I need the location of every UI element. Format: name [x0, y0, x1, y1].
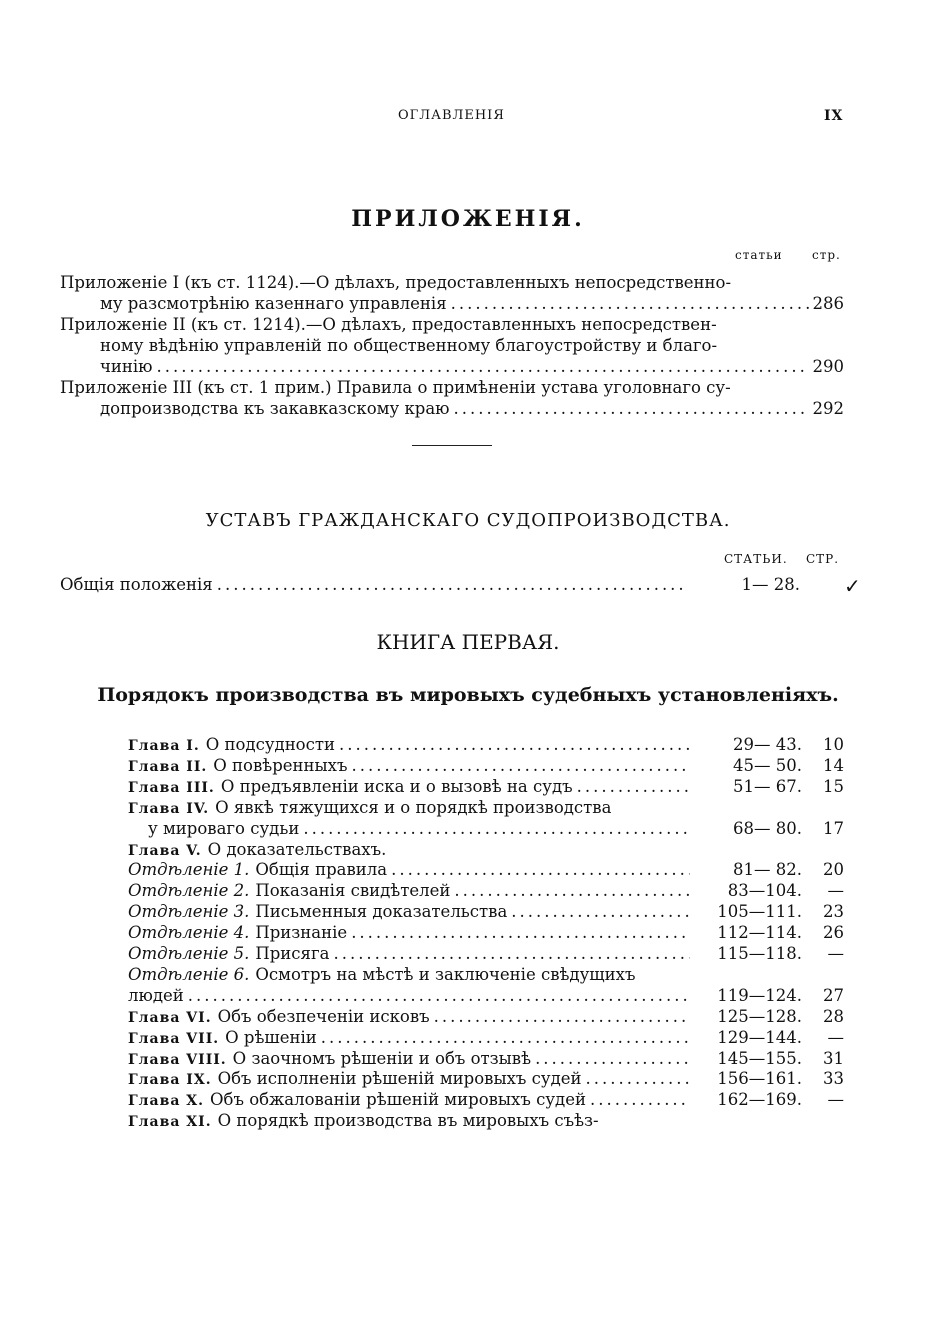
book-subtitle: Порядокъ производства въ мировыхъ судебныхъ установленіяхъ.	[97, 684, 839, 706]
toc-row-label: Отдѣленіе 2.	[128, 881, 250, 901]
toc-row-label: Глава IV.	[128, 800, 210, 817]
toc-row-text: у мироваго судьи	[148, 818, 300, 838]
toc-row	[128, 1110, 844, 1131]
toc-row-label: Глава V.	[128, 842, 202, 859]
toc-row-articles: 45— 50.	[733, 755, 802, 775]
toc-row	[128, 1089, 844, 1110]
general-provisions-row: Общія положенія ..... 1— 28.	[60, 574, 800, 595]
toc-row-articles: 105—111.	[717, 902, 802, 922]
toc-row-articles: 156—161.	[717, 1069, 802, 1089]
appendix-2-line2: ному вѣдѣнію управленій по общественному благоустройству и благо-	[100, 336, 718, 355]
statute-heading: УСТАВЪ ГРАЖДАНСКАГО СУДОПРОИЗВОДСТВА.	[205, 510, 731, 531]
appendix-3-line1: Приложеніе III (къ ст. 1 прим.) Правила о примѣненіи устава уголовнаго су-	[60, 378, 731, 397]
toc-row-label: Отдѣленіе 5.	[128, 944, 250, 963]
leader-dots	[535, 1048, 690, 1069]
toc-row-page: 26	[823, 923, 844, 943]
toc-row-label: Глава VII.	[128, 1030, 220, 1047]
toc-row-text: Присяга	[255, 944, 330, 963]
appendix-1-line2: му разсмотрѣнію казеннаго управленія ..... 286	[100, 293, 844, 315]
toc-row-articles: 145—155.	[717, 1048, 802, 1068]
toc-row-page: 27	[823, 985, 844, 1005]
toc-row-articles: 119—124.	[717, 985, 802, 1005]
checkmark-icon: ✓	[844, 574, 861, 598]
toc-row	[128, 859, 844, 880]
leader-dots	[511, 901, 690, 922]
toc-row	[128, 1048, 844, 1069]
toc-row	[128, 964, 844, 985]
leader-dots	[321, 1027, 690, 1048]
leader-dots	[303, 818, 690, 839]
toc-row-articles: 125—128.	[717, 1006, 802, 1026]
toc-row	[128, 839, 844, 860]
appendix-2-line3: чинію ..... 290	[100, 356, 844, 378]
toc-row-text: О явкѣ тяжущихся и о порядкѣ производства	[215, 797, 612, 817]
appendix-1-page: 286	[812, 294, 844, 313]
toc-row	[128, 1068, 844, 1089]
toc-row-page: 20	[823, 860, 844, 880]
toc-row	[128, 1006, 844, 1027]
toc-row-page: 17	[823, 818, 844, 838]
toc-row-articles: 51— 67.	[733, 776, 802, 796]
toc-row-text: Объ обжалованіи рѣшеній мировыхъ судей	[210, 1090, 586, 1110]
toc-row	[128, 985, 844, 1006]
leader-dots	[577, 776, 690, 797]
leader-dots	[391, 859, 690, 880]
toc-row-text: О подсудности	[205, 735, 335, 754]
toc-row	[128, 880, 844, 901]
leader-dots	[434, 1006, 690, 1027]
toc-row-label: Глава IX.	[128, 1072, 212, 1089]
toc-row-page: —	[827, 944, 844, 963]
statute-col-articles: СТАТЬИ.	[724, 552, 788, 566]
toc-row-text: Письменныя доказательства	[255, 902, 508, 922]
leader-dots	[339, 734, 690, 755]
toc-row	[128, 797, 844, 818]
toc-row-label: Отдѣленіе 1.	[128, 860, 250, 880]
toc-row-articles: 129—144.	[717, 1027, 802, 1047]
toc-row	[128, 734, 844, 755]
toc-row-text: О повѣренныхъ	[213, 755, 348, 775]
toc-row-articles: 81— 82.	[733, 860, 802, 880]
leader-dots	[590, 1089, 690, 1110]
leader-dots	[586, 1068, 690, 1089]
toc-row-articles: 112—114.	[717, 923, 802, 943]
appendix-3-page: 292	[812, 399, 844, 418]
toc-row-text: О доказательствахъ.	[207, 839, 387, 859]
leader-dots	[351, 922, 690, 943]
leader-dots	[188, 985, 690, 1006]
toc-row-page: 15	[823, 776, 844, 796]
toc-row-label: Глава VI.	[128, 1009, 212, 1026]
toc-row-page: 10	[823, 735, 844, 754]
toc-row-articles: 115—118.	[717, 944, 802, 963]
toc-row-text: О рѣшеніи	[225, 1027, 317, 1047]
toc-row-text: Объ исполненіи рѣшеній мировыхъ судей	[217, 1069, 582, 1089]
leader-dots	[451, 293, 809, 315]
toc-row-label: Глава III.	[128, 779, 215, 796]
running-header-title: ОГЛАВЛЕНІЯ	[398, 108, 505, 123]
appendices-heading: ПРИЛОЖЕНІЯ.	[351, 206, 585, 232]
leader-dots	[157, 356, 809, 378]
leader-dots	[454, 880, 690, 901]
toc-row-label: Глава X.	[128, 1093, 205, 1110]
toc-row-page: —	[827, 881, 844, 901]
leader-dots	[333, 943, 690, 964]
toc-row-label: Отдѣленіе 4.	[128, 923, 250, 943]
toc-row-page: 28	[823, 1006, 844, 1026]
toc-row-text: Признаніе	[255, 923, 348, 943]
toc-row-page: 23	[823, 902, 844, 922]
leader-dots	[454, 398, 809, 420]
appendices-col-articles: статьи	[735, 248, 783, 262]
appendix-3-line2: допроизводства къ закавказскому краю ..... 292	[100, 398, 844, 420]
toc-row-text: Показанія свидѣтелей	[255, 881, 451, 901]
toc-row-articles: 29— 43.	[733, 735, 802, 754]
toc-row	[128, 901, 844, 922]
toc-row-page: —	[827, 1090, 844, 1110]
toc-row	[128, 943, 844, 964]
toc-row-page: 14	[823, 755, 844, 775]
toc-row	[148, 818, 844, 839]
toc-row-label: Глава VIII.	[128, 1051, 227, 1068]
toc-row-page: 31	[823, 1048, 844, 1068]
statute-col-pages: СТР.	[806, 552, 840, 566]
toc-row-text: Объ обезпеченіи исковъ	[217, 1006, 430, 1026]
leader-dots	[217, 574, 688, 595]
appendix-2-page: 290	[812, 357, 844, 376]
toc-row	[128, 1027, 844, 1048]
section-divider	[412, 445, 492, 446]
leader-dots	[351, 755, 690, 776]
appendix-2-line1: Приложеніе II (къ ст. 1214).—О дѣлахъ, предоставленныхъ непосредствен-	[60, 315, 717, 334]
book-heading: КНИГА ПЕРВАЯ.	[376, 630, 560, 654]
toc-row-label: Отдѣленіе 6.	[128, 964, 250, 984]
toc-row-label: Глава II.	[128, 758, 208, 775]
appendices-col-pages: стр.	[812, 248, 841, 262]
toc-row-label: Глава I.	[128, 738, 200, 754]
toc-row-page: 33	[823, 1069, 844, 1089]
general-provisions-articles: 1— 28.	[741, 575, 800, 594]
toc-row-text: О предъявленіи иска и о вызовѣ на судъ	[220, 776, 573, 796]
toc-row	[128, 776, 844, 797]
toc-row-page: —	[827, 1027, 844, 1047]
page-number: IX	[824, 108, 844, 124]
toc-row-text: О заочномъ рѣшеніи и объ отзывѣ	[232, 1048, 532, 1068]
toc-row-text: Осмотръ на мѣстѣ и заключеніе свѣдущихъ	[255, 964, 636, 984]
toc-row-label: Глава XI.	[128, 1114, 212, 1131]
toc-row-label: Отдѣленіе 3.	[128, 902, 250, 922]
toc-row-articles: 68— 80.	[733, 818, 802, 838]
toc-row	[128, 755, 844, 776]
appendix-1-line1: Приложеніе I (къ ст. 1124).—О дѣлахъ, предоставленныхъ непосредственно-	[60, 273, 732, 292]
toc-row-articles: 162—169.	[717, 1090, 802, 1110]
toc-row-text: Общія правила	[255, 860, 388, 880]
toc-row	[128, 922, 844, 943]
toc-row-text: О порядкѣ производства въ мировыхъ съѣз-	[217, 1111, 599, 1131]
toc-row-articles: 83—104.	[727, 881, 802, 901]
toc-row-text: людей	[128, 985, 184, 1005]
